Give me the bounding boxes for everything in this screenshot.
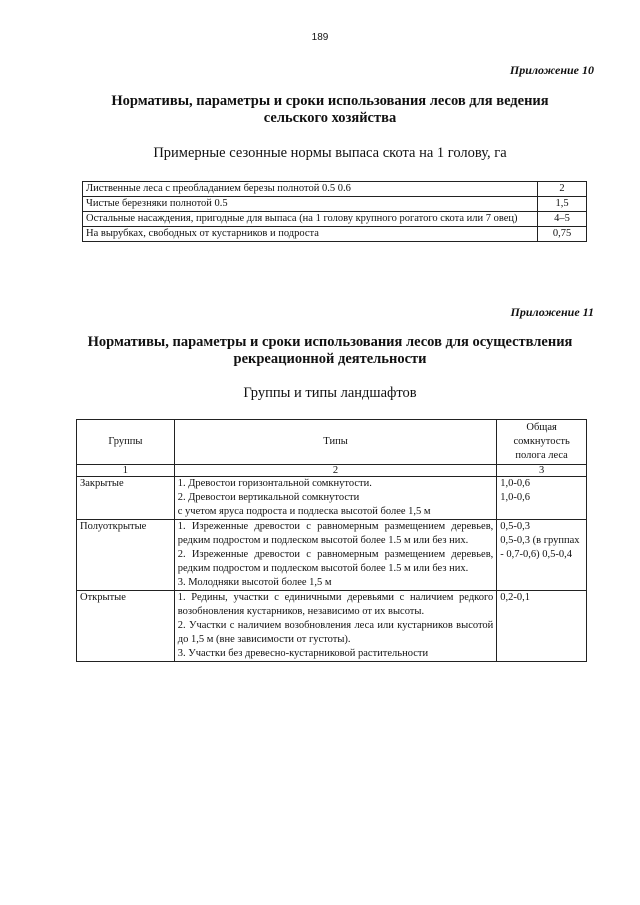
density-cell (497, 591, 587, 662)
appendix-11-title-line2: рекреационной деятельности (233, 351, 427, 367)
type-item: 2. Изреженные древостои с равномерным размещением деревьев, редким подростом и подлеском высотой более 1.5 м или без них. (177, 549, 494, 574)
group-cell: Открытые (77, 591, 175, 662)
index-cell: 1 (77, 465, 175, 477)
row-value: 2 (538, 182, 587, 197)
types-cell (174, 591, 497, 662)
header-groups: Группы (77, 420, 175, 465)
table-row (83, 182, 587, 197)
header-types: Типы (174, 420, 497, 465)
appendix-10-title (60, 93, 600, 127)
appendix-10-title-line2: сельского хозяйства (263, 110, 397, 126)
header-density: Общая сомкнутость полога леса (497, 420, 587, 465)
row-value: 4–5 (538, 212, 587, 227)
table-row (77, 520, 587, 591)
row-text: Остальные насаждения, пригодные для выпаса (на 1 голову крупного рогатого скота или 7 овец) (83, 212, 538, 227)
appendix-11-title (60, 334, 600, 368)
appendix-10-label: Приложение 10 (509, 63, 594, 77)
table-index-row (77, 465, 587, 477)
table-header-row (77, 420, 587, 465)
row-text: На вырубках, свободных от кустарников и подроста (83, 227, 538, 242)
type-item: 3. Молодняки высотой более 1,5 м (177, 577, 332, 588)
table-row (83, 197, 587, 212)
type-item: 3. Участки без древесно-кустарниковой растительности (177, 648, 429, 659)
density-value: 0,5-0,3 (в группах - 0,7-0,6) 0,5-0,4 (500, 535, 580, 560)
row-value: 1,5 (538, 197, 587, 212)
types-cell (174, 520, 497, 591)
density-cell (497, 477, 587, 520)
density-value: 0,5-0,3 (500, 521, 531, 532)
appendix-11-title-line1: Нормативы, параметры и сроки использования лесов для осуществления (87, 334, 573, 350)
type-item: 2. Участки с наличием возобновления леса или кустарников высотой до 1,5 м (вне зависимости от густоты). (177, 620, 494, 645)
type-item: 2. Древостои вертикальной сомкнутости (177, 492, 360, 503)
type-item: 1. Изреженные древостои с равномерным размещением деревьев, редким подростом и подлеском высотой более 1.5 м или без них. (177, 521, 494, 546)
index-cell: 2 (174, 465, 497, 477)
density-cell (497, 520, 587, 591)
group-cell: Закрытые (77, 477, 175, 520)
types-cell (174, 477, 497, 520)
density-value: 1,0-0,6 (500, 478, 531, 489)
appendix-11-label: Приложение 11 (510, 305, 594, 319)
density-value: 0,2-0,1 (500, 592, 531, 603)
type-item: 1. Древостои горизонтальной сомкнутости. (177, 478, 372, 489)
index-cell: 3 (497, 465, 587, 477)
appendix-11-subtitle: Группы и типы ландшафтов (243, 385, 417, 401)
page-number: 189 (311, 32, 329, 43)
grazing-norms-table (82, 181, 587, 242)
appendix-10-subtitle: Примерные сезонные нормы выпаса скота на 1 голову, га (153, 145, 507, 161)
density-value: 1,0-0,6 (500, 492, 531, 503)
row-value: 0,75 (538, 227, 587, 242)
row-text: Чистые березняки полнотой 0.5 (83, 197, 538, 212)
group-cell: Полуоткрытые (77, 520, 175, 591)
appendix-10-title-line1: Нормативы, параметры и сроки использования лесов для ведения (111, 93, 549, 109)
table-row (83, 212, 587, 227)
table-row (83, 227, 587, 242)
landscape-types-table (76, 419, 587, 662)
table-row (77, 477, 587, 520)
type-item: 1. Редины, участки с единичными деревьями с наличием редкого возобновления кустарников, независимо от их высоты. (177, 592, 494, 617)
row-text: Лиственные леса с преобладанием березы полнотой 0.5 0.6 (83, 182, 538, 197)
type-item: с учетом яруса подроста и подлеска высотой более 1,5 м (177, 506, 431, 517)
table-row (77, 591, 587, 662)
